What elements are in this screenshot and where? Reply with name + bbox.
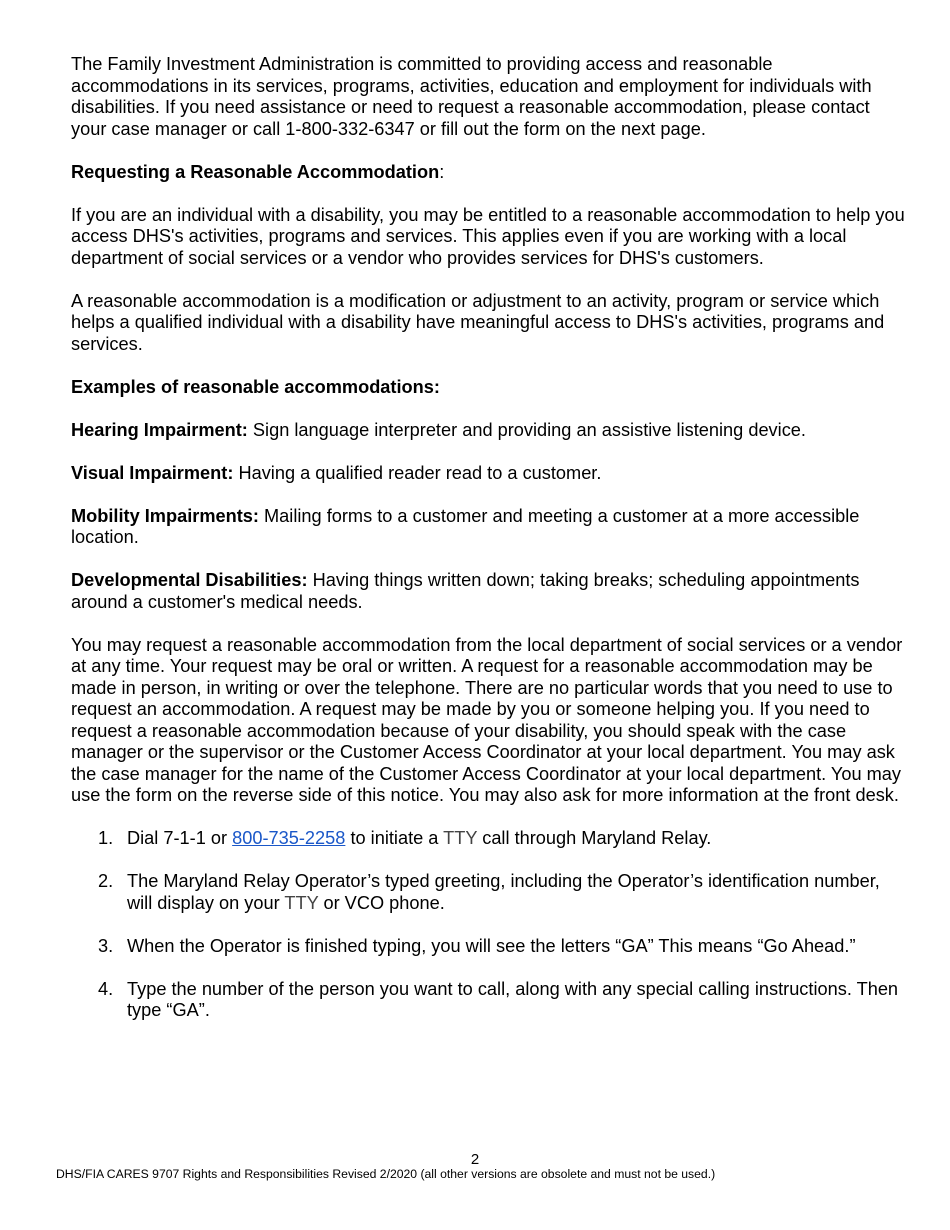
tty-term: TTY: [443, 828, 478, 848]
example-label: Mobility Impairments:: [71, 505, 259, 526]
step-text: When the Operator is finished typing, you will see the letters “GA” This means “Go Ahead.”: [127, 935, 856, 956]
definition-paragraph: A reasonable accommodation is a modification or adjustment to an activity, program or service which helps a qualified individual with a disability have meaningful access to DHS's activities, programs and services.: [71, 290, 885, 354]
example-mobility: [71, 506, 907, 549]
step-text: to initiate a: [345, 828, 444, 848]
step-number: 3.: [98, 935, 114, 956]
relay-phone-link[interactable]: 800-735-2258: [232, 828, 346, 848]
list-item: [71, 979, 907, 1022]
step-text: or VCO phone.: [318, 892, 445, 913]
example-label: Visual Impairment:: [71, 462, 234, 483]
form-footer: DHS/FIA CARES 9707 Rights and Responsibilities Revised 2/2020 (all other versions are obsolete and must not be used.): [56, 1167, 716, 1181]
step-number: 1.: [98, 828, 114, 848]
list-item: [71, 871, 907, 914]
tty-term: TTY: [284, 892, 319, 913]
step-number: 2.: [98, 871, 114, 891]
requesting-heading: Requesting a Reasonable Accommodation: [71, 161, 440, 182]
page-number: 2: [470, 1151, 480, 1168]
example-text: Mailing forms to a customer and meeting a customer at a more accessible location.: [71, 505, 860, 547]
entitled-paragraph: If you are an individual with a disability, you may be entitled to a reasonable accommodation to help you access DHS's activities, programs and services. This applies even if you are working with a local department of social services or a vendor who provides services for DHS's customers.: [71, 204, 905, 268]
example-text: Sign language interpreter and providing an assistive listening device.: [247, 419, 806, 440]
document-page: [71, 54, 907, 1043]
relay-steps-list: [71, 828, 907, 1022]
requesting-heading-line: [71, 162, 907, 184]
example-text: Having things written down; taking breaks; scheduling appointments around a customer's medical needs.: [71, 570, 860, 612]
example-developmental: [71, 570, 907, 613]
step-text: The Maryland Relay Operator’s typed greeting, including the Operator’s identification number, will display on your: [127, 871, 880, 913]
example-text: Having a qualified reader read to a customer.: [233, 462, 602, 483]
request-paragraph: You may request a reasonable accommodation from the local department of social services or a vendor at any time. Your request may be oral or written. A request for a reasonable accommodation may be made in person, in writing or over the telephone. There are no particular words that you need to use to request an accommodation. A request may be made by you or someone helping you. If you need to request a reasonable accommodation because of your disability, you should speak with the case manager or the supervisor or the Customer Access Coordinator at your local department. You may ask the case manager for the name of the Customer Access Coordinator at your local department. You may use the form on the reverse side of this notice. You may also ask for more information at the front desk.: [71, 634, 903, 805]
step-text: Type the number of the person you want to call, along with any special calling instructions. Then type “GA”.: [127, 978, 899, 1020]
example-hearing: [71, 420, 907, 442]
requesting-heading-colon: :: [439, 161, 445, 182]
step-text: Dial 7-1-1 or: [127, 828, 233, 848]
examples-heading: Examples of reasonable accommodations:: [71, 376, 440, 397]
example-visual: [71, 463, 907, 485]
intro-paragraph: The Family Investment Administration is committed to providing access and reasonable accommodations in its services, programs, activities, education and employment for individuals with disabilities. If you need assistance or need to request a reasonable accommodation, please contact your case manager or call 1-800-332-6347 or fill out the form on the next page.: [71, 54, 872, 139]
step-number: 4.: [98, 978, 114, 999]
list-item: [71, 936, 907, 958]
list-item: [71, 828, 907, 850]
example-label: Hearing Impairment:: [71, 419, 248, 440]
example-label: Developmental Disabilities:: [71, 570, 308, 590]
step-text: call through Maryland Relay.: [477, 828, 712, 848]
